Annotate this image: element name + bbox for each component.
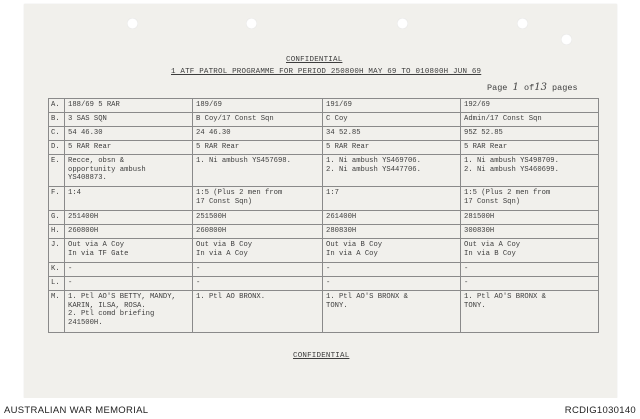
table-cell: 260800H [65,225,193,239]
table-row [49,155,599,187]
table-cell: - [461,277,599,291]
footer-institution: AUSTRALIAN WAR MEMORIAL [4,405,149,416]
table-cell: Recce, obsn & opportunity ambush YS408873. [65,155,193,187]
table-row [49,239,599,263]
table-row [49,211,599,225]
table-cell: 95Z 52.85 [461,127,599,141]
row-label: A. [49,99,65,113]
table-row [49,263,599,277]
punch-hole [517,18,528,29]
table-cell: - [65,277,193,291]
page-total: 13 [534,82,547,93]
table-cell: 5 RAR Rear [323,141,461,155]
table-row [49,187,599,211]
table-cell: - [193,277,323,291]
table-cell: - [65,263,193,277]
table-cell: 1. Ni ambush YS498709. 2. Ni ambush YS460699. [461,155,599,187]
punch-hole [561,34,572,45]
punch-hole [127,18,138,29]
table-cell: 1. Ptl AO BRONX. [193,291,323,333]
table-row [49,291,599,333]
archive-footer [0,398,640,419]
row-label: M. [49,291,65,333]
table-cell: 24 46.30 [193,127,323,141]
table-cell: Out via A Coy In via B Coy [461,239,599,263]
classification-top: CONFIDENTIAL [286,56,343,64]
table-cell: Out via A Coy In via TF Gate [65,239,193,263]
table-cell: 5 RAR Rear [193,141,323,155]
table-cell: 188/69 5 RAR [65,99,193,113]
row-label: G. [49,211,65,225]
page-prefix: Page [487,83,508,93]
table-cell: C Coy [323,113,461,127]
table-cell: 1. Ni ambush YS469706. 2. Ni ambush YS447706. [323,155,461,187]
table-cell: - [461,263,599,277]
table-cell: 300830H [461,225,599,239]
page-reference [487,82,578,93]
table-cell: 189/69 [193,99,323,113]
table-cell: 5 RAR Rear [65,141,193,155]
table-row [49,141,599,155]
row-label: B. [49,113,65,127]
punch-hole [246,18,257,29]
table-cell: - [323,263,461,277]
row-label: L. [49,277,65,291]
document-title: 1 ATF PATROL PROGRAMME FOR PERIOD 250800H MAY 69 TO 010800H JUN 69 [171,68,482,76]
table-cell: 260800H [193,225,323,239]
table-cell: 1. Ptl AO'S BRONX & TONY. [323,291,461,333]
table-cell: 251400H [65,211,193,225]
table-cell: 1. Ptl AO'S BRONX & TONY. [461,291,599,333]
row-label: F. [49,187,65,211]
table-cell: - [323,277,461,291]
table-cell: 192/69 [461,99,599,113]
table-row [49,99,599,113]
punch-hole [397,18,408,29]
table-cell: 1:5 (Plus 2 men from 17 Const Sqn) [461,187,599,211]
table-cell: 280830H [323,225,461,239]
patrol-programme-table [48,98,599,333]
table-cell: B Coy/17 Const Sqn [193,113,323,127]
table-cell: Out via B Coy In via A Coy [193,239,323,263]
table-cell: 3 SAS SQN [65,113,193,127]
table-cell: Admin/17 Const Sqn [461,113,599,127]
table-cell: 54 46.30 [65,127,193,141]
table-row [49,277,599,291]
row-label: J. [49,239,65,263]
table-cell: 281500H [461,211,599,225]
table-row [49,127,599,141]
row-label: H. [49,225,65,239]
row-label: D. [49,141,65,155]
table-row [49,225,599,239]
table-cell: 191/69 [323,99,461,113]
row-label: C. [49,127,65,141]
row-label: E. [49,155,65,187]
page-of: of [524,83,535,93]
classification-bottom: CONFIDENTIAL [293,352,350,360]
table-cell: Out via B Coy In via A Coy [323,239,461,263]
page-suffix: pages [552,83,578,93]
footer-record-id: RCDIG1030140 [564,405,636,416]
page-number: 1 [512,82,519,93]
table-cell: 5 RAR Rear [461,141,599,155]
table-cell: 1. Ptl AO'S BETTY, MANDY, KARIN, ILSA, ROSA. 2. Ptl comd briefing 241500H. [65,291,193,333]
table-cell: 1:5 (Plus 2 men from 17 Const Sqn) [193,187,323,211]
table-cell: - [193,263,323,277]
table-cell: 1:4 [65,187,193,211]
table-cell: 34 52.85 [323,127,461,141]
table-cell: 1:7 [323,187,461,211]
row-label: K. [49,263,65,277]
table-cell: 251500H [193,211,323,225]
table-cell: 1. Ni ambush YS457698. [193,155,323,187]
table-cell: 261400H [323,211,461,225]
table-row [49,113,599,127]
